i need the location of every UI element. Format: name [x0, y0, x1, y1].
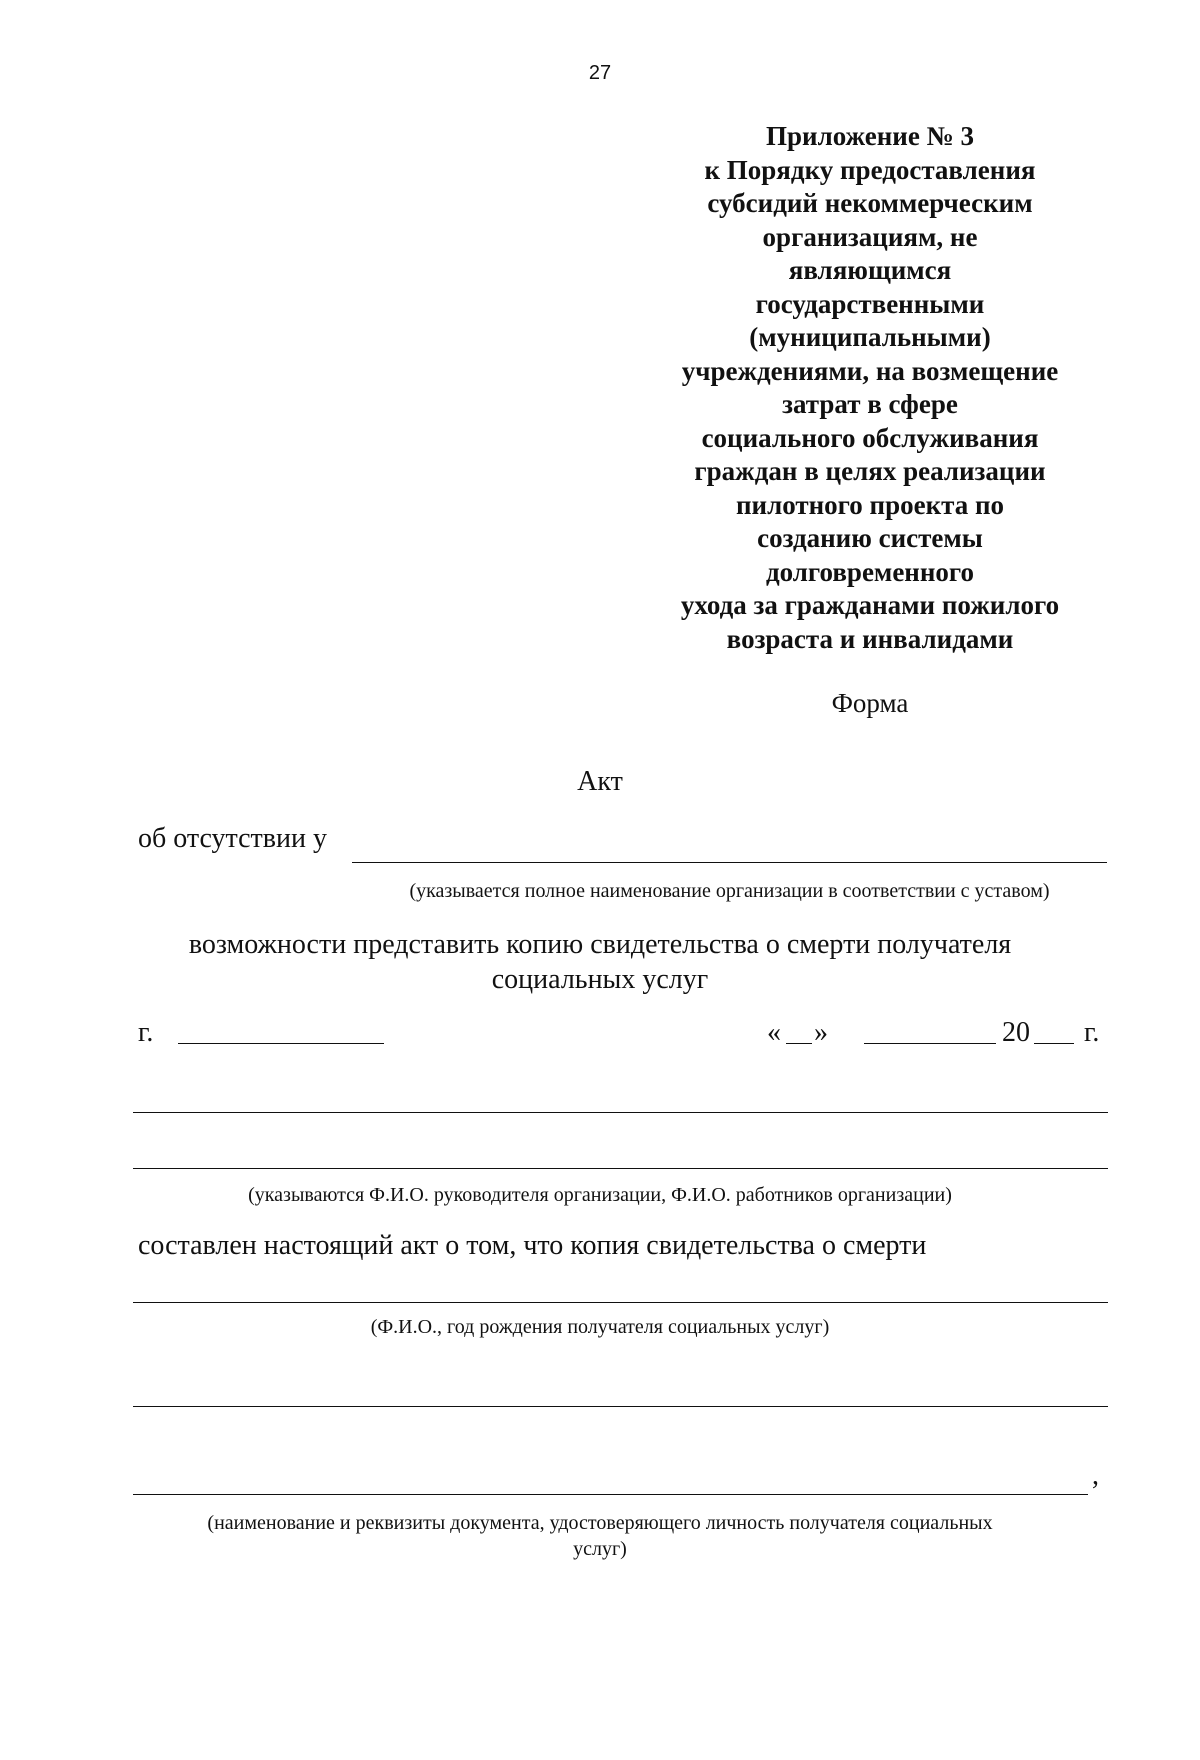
appendix-line: возраста и инвалидами — [726, 623, 1014, 654]
possibility-line: социальных услуг — [491, 964, 709, 995]
possibility-line: возможности представить копию свидетельства о смерти получателя — [188, 929, 1012, 960]
document-field-line-1[interactable] — [133, 1406, 1108, 1407]
city-field[interactable] — [178, 1043, 384, 1044]
appendix-line: долговременного — [765, 556, 975, 587]
year-suffix: г. — [1084, 1017, 1100, 1048]
trailing-comma: , — [1092, 1460, 1099, 1491]
appendix-line: созданию системы — [757, 523, 983, 553]
month-field[interactable] — [864, 1043, 996, 1044]
appendix-line: организациям, не — [762, 221, 978, 252]
appendix-line: (муниципальными) — [749, 322, 991, 352]
appendix-line: затрат в сфере — [782, 389, 958, 419]
appendix-line: граждан в целях реализации — [694, 456, 1046, 486]
possibility-text — [0, 927, 1200, 997]
appendix-line: субсидий некоммерческим — [707, 188, 1033, 218]
appendix-header — [640, 120, 1100, 656]
appendix-line: социального обслуживания — [701, 422, 1039, 453]
form-label: Форма — [831, 688, 909, 718]
statement-text: составлен настоящий акт о том, что копия свидетельства о смерти — [138, 1230, 927, 1261]
document-caption-line: (наименование и реквизиты документа, удостоверяющего личность получателя социальных — [207, 1512, 993, 1534]
recipient-caption: (Ф.И.О., год рождения получателя социальных услуг) — [370, 1316, 830, 1338]
document-caption — [0, 1510, 1200, 1562]
date-open-quote: « — [767, 1017, 781, 1048]
document-field-line-2[interactable] — [133, 1494, 1088, 1495]
appendix-line: к Порядку предоставления — [704, 154, 1036, 185]
year-prefix: 20 — [1002, 1017, 1030, 1048]
organization-name-field[interactable] — [352, 862, 1107, 863]
day-field[interactable] — [786, 1043, 812, 1044]
page-number: 27 — [588, 62, 612, 84]
persons-field-line-1[interactable] — [133, 1112, 1108, 1113]
absence-prefix: об отсутствии у — [138, 823, 327, 854]
appendix-line: пилотного проекта по — [735, 489, 1005, 520]
city-prefix: г. — [138, 1017, 154, 1048]
appendix-line: учреждениями, на возмещение — [681, 355, 1059, 386]
recipient-field[interactable] — [133, 1302, 1108, 1303]
year-field[interactable] — [1034, 1043, 1074, 1044]
appendix-line: Приложение № 3 — [766, 121, 974, 151]
appendix-line: являющимся — [788, 255, 952, 285]
persons-field-line-2[interactable] — [133, 1168, 1108, 1169]
persons-caption: (указываются Ф.И.О. руководителя организации, Ф.И.О. работников организации) — [248, 1184, 952, 1206]
act-title: Акт — [577, 766, 623, 797]
appendix-line: ухода за гражданами пожилого — [680, 590, 1060, 620]
date-close-quote: » — [814, 1017, 828, 1048]
appendix-line: государственными — [755, 288, 985, 319]
document-caption-line: услуг) — [573, 1538, 627, 1560]
organization-caption: (указывается полное наименование организации в соответствии с уставом) — [409, 880, 1050, 902]
